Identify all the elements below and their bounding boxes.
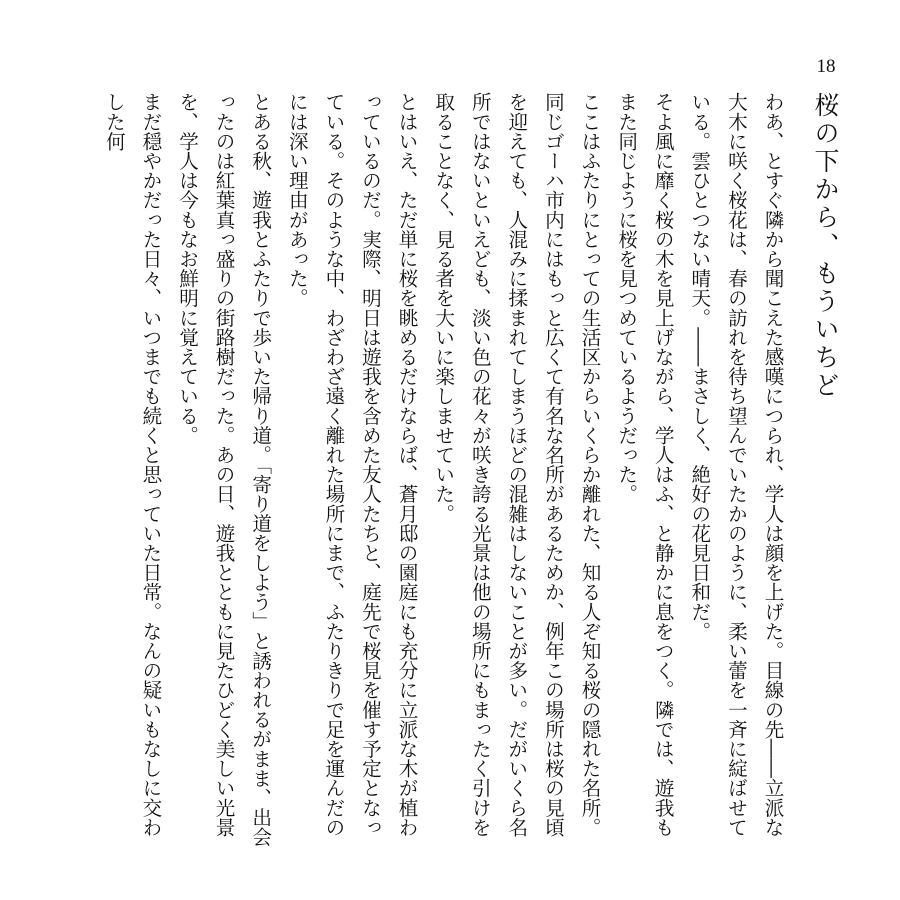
body-text xyxy=(95,92,790,852)
paragraph-4: とはいえ、ただ単に桜を眺めるだけならば、蒼月邸の園庭にも充分に立派な木が植わっているのだ。実際、明日は遊我を含めた友人たちと、庭先で桜見を催す予定となっている。そのような中、わざわざ遠く離れた場所にまで、ふたりきりで足を運んだのには深い理由があった。 xyxy=(285,92,419,837)
chapter-title: 桜の下から、もういちど xyxy=(811,92,840,400)
page-number: 18 xyxy=(816,56,836,77)
paragraph-6: まだ穏やかだった日々、いつまでも続くと思っていた日常。なんの疑いもなしに交わした何 xyxy=(102,92,162,837)
paragraph-2: そよ風に靡く桜の木を見上げながら、学人はふ、と静かに息をつく。隣では、遊我もまた同じように桜を見つめているようだった。 xyxy=(614,92,675,837)
paragraph-3: ここはふたりにとっての生活区からいくらか離れた、知る人ぞ知る桜の隠れた名所。同じゴーハ市内にはもっと広くて有名な名所があるためか、例年この場所は桜の見頃を迎えても、人混みに揉まれてしまうほどの混雑はしないことが多い。だがいくら名所ではないといえども、淡い色の花々が咲き誇る光景は他の場所にもまったく引けを取ることなく、見る者を大いに楽しませていた。 xyxy=(431,92,602,837)
paragraph-5: とある秋、遊我とふたりで歩いた帰り道。「寄り道をしよう」と誘われるがまま、出会ったのは紅葉真っ盛りの街路樹だった。あの日、遊我とともに見たひどく美しい光景を、学人は今もなお鮮明に覚えている。 xyxy=(175,92,272,847)
paragraph-1: わあ、とすぐ隣から聞こえた感嘆につられ、学人は顔を上げた。目線の先――立派な大木に咲く桜花は、春の訪れを待ち望んでいたかのように、柔い蕾を一斉に綻ばせている。雲ひとつない晴天。――まさしく、絶好の花見日和だ。 xyxy=(687,92,784,837)
